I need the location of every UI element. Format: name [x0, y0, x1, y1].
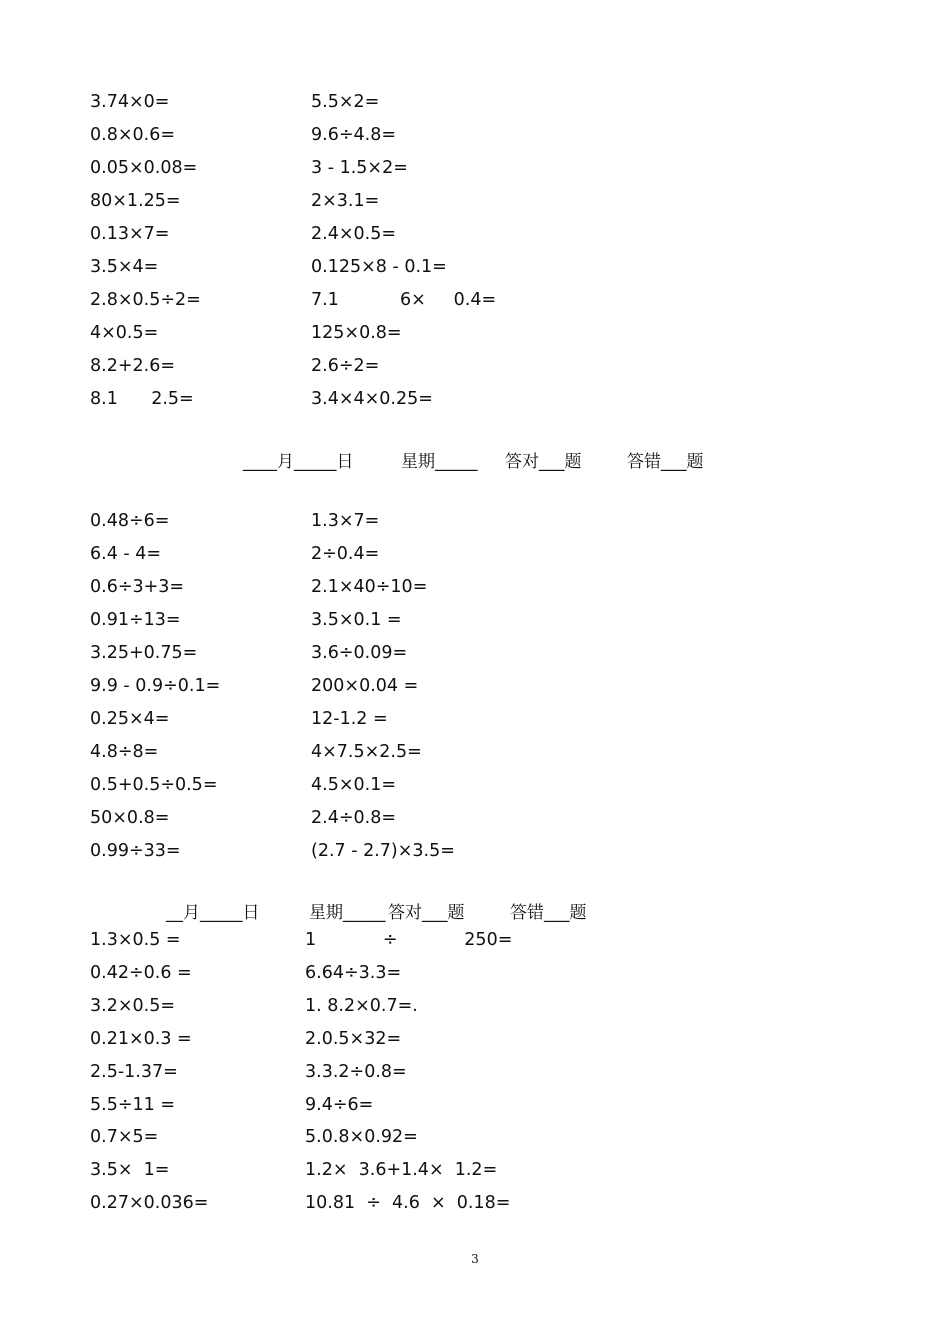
exercise-right: 7.1 6× 0.4=: [311, 290, 497, 310]
exercise-right: 3.5×0.1 =: [311, 610, 402, 630]
date-field: __月_____日: [166, 903, 260, 923]
exercise-row: [0, 122, 950, 148]
exercise-row: [0, 574, 950, 600]
exercise-right: 2×3.1=: [311, 191, 380, 211]
exercise-right: 1.3×7=: [311, 511, 380, 531]
weekday-field: 星期_____: [309, 903, 386, 923]
exercise-right: 125×0.8=: [311, 323, 402, 343]
exercise-right: 2÷0.4=: [311, 544, 380, 564]
exercise-left: 3.74×0=: [90, 92, 170, 112]
exercise-left: 0.05×0.08=: [90, 158, 198, 178]
exercise-right: 3.6÷0.09=: [311, 643, 408, 663]
exercise-row: [0, 673, 950, 699]
exercise-row: [0, 320, 950, 346]
exercise-left: 3.5× 1=: [90, 1160, 170, 1180]
exercise-left: 0.13×7=: [90, 224, 170, 244]
exercise-row: [0, 287, 950, 313]
exercise-right: 3.3.2÷0.8=: [305, 1062, 407, 1082]
wrong-count-field: 答错___题: [627, 452, 704, 472]
exercise-right: 1. 8.2×0.7=.: [305, 996, 418, 1016]
exercise-row: [0, 960, 950, 986]
exercise-row: [0, 640, 950, 666]
exercise-row: [0, 1190, 950, 1216]
exercise-left: 8.1 2.5=: [90, 389, 194, 409]
exercise-right: 2.0.5×32=: [305, 1029, 402, 1049]
exercise-left: 4.8÷8=: [90, 742, 159, 762]
exercise-left: 3.5×4=: [90, 257, 159, 277]
exercise-right: 2.4÷0.8=: [311, 808, 396, 828]
exercise-right: 5.0.8×0.92=: [305, 1127, 418, 1147]
exercise-right: 2.4×0.5=: [311, 224, 396, 244]
exercise-left: 0.42÷0.6 =: [90, 963, 192, 983]
exercise-right: 4.5×0.1=: [311, 775, 396, 795]
exercise-right: 3 - 1.5×2=: [311, 158, 408, 178]
exercise-right: 4×7.5×2.5=: [311, 742, 422, 762]
exercise-right: 12-1.2 =: [311, 709, 388, 729]
exercise-right: 1 ÷ 250=: [305, 930, 513, 950]
exercise-left: 8.2+2.6=: [90, 356, 175, 376]
exercise-left: 9.9 - 0.9÷0.1=: [90, 676, 221, 696]
exercise-row: [0, 1059, 950, 1085]
exercise-left: 0.48÷6=: [90, 511, 170, 531]
weekday-field: 星期_____: [401, 452, 478, 472]
exercise-right: 9.6÷4.8=: [311, 125, 396, 145]
exercise-row: [0, 254, 950, 280]
exercise-left: 1.3×0.5 =: [90, 930, 181, 950]
exercise-left: 0.6÷3+3=: [90, 577, 185, 597]
exercise-row: [0, 706, 950, 732]
exercise-left: 0.27×0.036=: [90, 1193, 209, 1213]
exercise-right: 3.4×4×0.25=: [311, 389, 433, 409]
correct-count-field: 答对___题: [505, 452, 582, 472]
exercise-row: [0, 772, 950, 798]
exercise-left: 2.8×0.5÷2=: [90, 290, 201, 310]
exercise-right: 2.1×40÷10=: [311, 577, 428, 597]
exercise-row: [0, 607, 950, 633]
exercise-row: [0, 739, 950, 765]
worksheet-header-2: [0, 900, 950, 926]
exercise-row: [0, 1157, 950, 1183]
exercise-row: [0, 188, 950, 214]
exercise-left: 0.7×5=: [90, 1127, 159, 1147]
exercise-row: [0, 541, 950, 567]
exercise-left: 6.4 - 4=: [90, 544, 162, 564]
exercise-left: 0.5+0.5÷0.5=: [90, 775, 218, 795]
exercise-right: 5.5×2=: [311, 92, 380, 112]
exercise-row: [0, 221, 950, 247]
exercise-left: 3.25+0.75=: [90, 643, 198, 663]
exercise-left: 0.21×0.3 =: [90, 1029, 192, 1049]
exercise-right: (2.7 - 2.7)×3.5=: [311, 841, 455, 861]
exercise-left: 0.91÷13=: [90, 610, 181, 630]
worksheet-header-1: [0, 449, 950, 475]
exercise-left: 5.5÷11 =: [90, 1095, 175, 1115]
wrong-count-field: 答错___题: [510, 903, 587, 923]
exercise-left: 0.8×0.6=: [90, 125, 175, 145]
exercise-right: 200×0.04 =: [311, 676, 419, 696]
exercise-row: [0, 1092, 950, 1118]
exercise-row: [0, 1124, 950, 1150]
exercise-right: 1.2× 3.6+1.4× 1.2=: [305, 1160, 498, 1180]
exercise-row: [0, 927, 950, 953]
exercise-left: 0.25×4=: [90, 709, 170, 729]
page-number: 3: [471, 1252, 479, 1266]
exercise-left: 3.2×0.5=: [90, 996, 175, 1016]
exercise-row: [0, 508, 950, 534]
exercise-left: 80×1.25=: [90, 191, 181, 211]
exercise-right: 6.64÷3.3=: [305, 963, 402, 983]
exercise-left: 4×0.5=: [90, 323, 159, 343]
exercise-left: 0.99÷33=: [90, 841, 181, 861]
exercise-row: [0, 1026, 950, 1052]
exercise-row: [0, 993, 950, 1019]
exercise-row: [0, 353, 950, 379]
date-field: ____月_____日: [243, 452, 354, 472]
exercise-right: 9.4÷6=: [305, 1095, 374, 1115]
exercise-row: [0, 155, 950, 181]
exercise-row: [0, 805, 950, 831]
exercise-left: 2.5-1.37=: [90, 1062, 178, 1082]
exercise-right: 2.6÷2=: [311, 356, 380, 376]
exercise-left: 50×0.8=: [90, 808, 170, 828]
exercise-row: [0, 89, 950, 115]
exercise-row: [0, 838, 950, 864]
exercise-right: 10.81 ÷ 4.6 × 0.18=: [305, 1193, 511, 1213]
correct-count-field: 答对___题: [388, 903, 465, 923]
exercise-row: [0, 386, 950, 412]
exercise-right: 0.125×8 - 0.1=: [311, 257, 447, 277]
